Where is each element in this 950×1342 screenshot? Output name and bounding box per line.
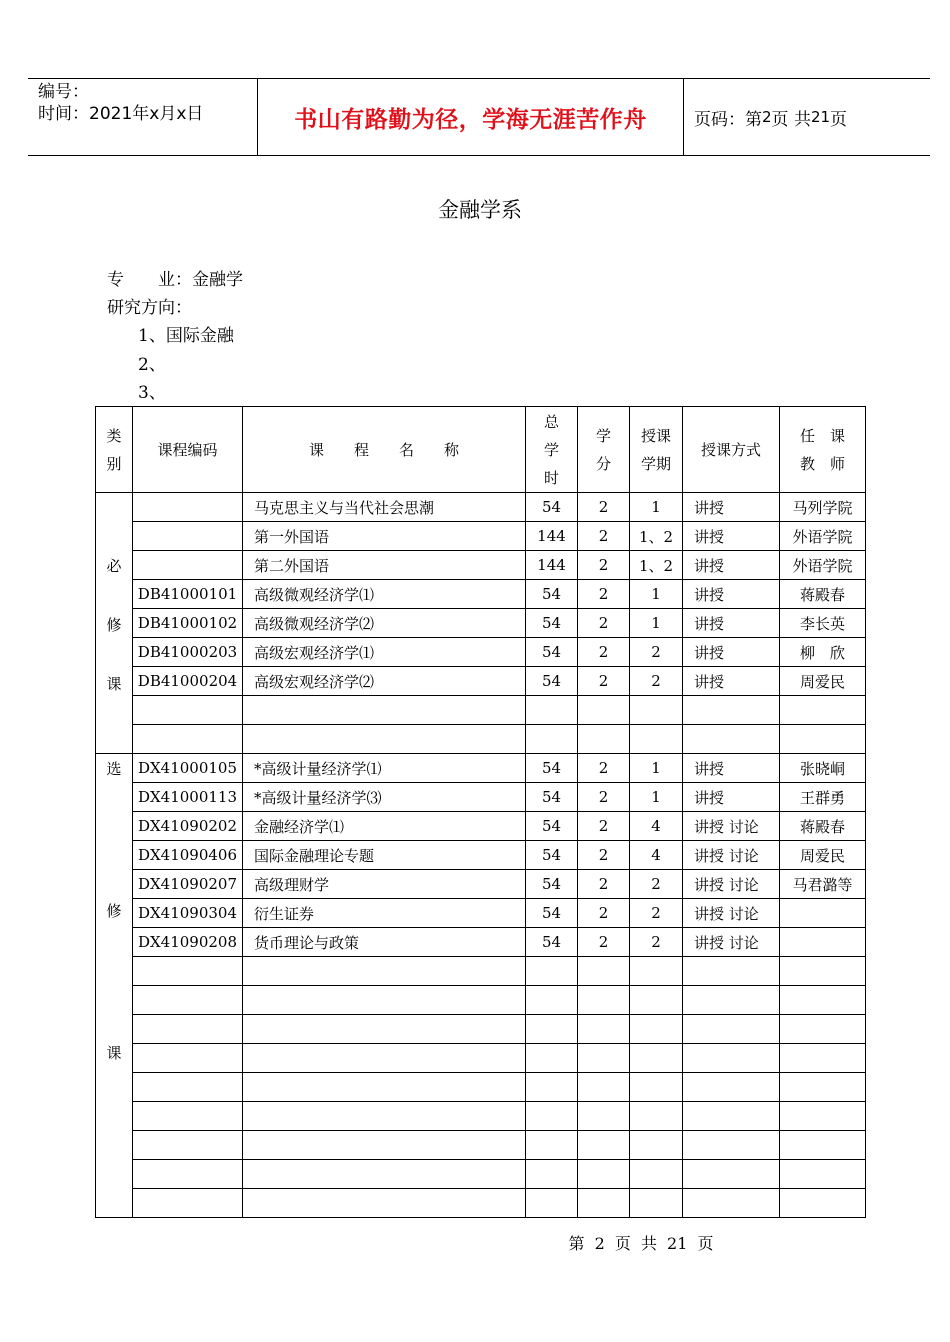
- cell-name: [243, 986, 526, 1015]
- cell-mode: [683, 1131, 780, 1160]
- cell-credits: 2: [578, 667, 630, 696]
- cell-teacher: 马君潞等: [780, 870, 866, 899]
- cell-code: [133, 522, 243, 551]
- cell-code: [133, 1131, 243, 1160]
- cell-mode: [683, 696, 780, 725]
- table-row: [96, 986, 866, 1015]
- cell-semester: 1、2: [630, 551, 683, 580]
- table-row: [96, 1015, 866, 1044]
- cell-code: [133, 1044, 243, 1073]
- cell-hours: 54: [526, 609, 578, 638]
- cell-semester: 2: [630, 899, 683, 928]
- cell-hours: [526, 1044, 578, 1073]
- cell-name: *高级计量经济学⑴: [243, 754, 526, 783]
- cell-name: [243, 1102, 526, 1131]
- direction-item: 1、国际金融: [138, 326, 234, 346]
- table-row: [96, 667, 866, 696]
- header-meta: [38, 81, 258, 125]
- cell-code: [133, 551, 243, 580]
- cell-credits: 2: [578, 493, 630, 522]
- cell-name: 高级微观经济学⑴: [243, 580, 526, 609]
- cell-mode: [683, 1102, 780, 1131]
- direction-item: 3、: [138, 383, 166, 403]
- cell-teacher: [780, 1073, 866, 1102]
- cell-teacher: 外语学院: [780, 522, 866, 551]
- cell-name: [243, 696, 526, 725]
- page-suffix: 页: [830, 109, 848, 130]
- cell-hours: 54: [526, 580, 578, 609]
- page-footer: [0, 1231, 950, 1254]
- table-row: [96, 754, 866, 783]
- time-label: 时间：2021年x月x日: [38, 104, 204, 124]
- cell-name: [243, 1131, 526, 1160]
- page-mid: 页 共: [771, 109, 811, 130]
- cell-semester: [630, 725, 683, 754]
- table-row: [96, 551, 866, 580]
- cell-hours: [526, 725, 578, 754]
- cell-teacher: 马列学院: [780, 493, 866, 522]
- cell-hours: 54: [526, 870, 578, 899]
- cell-hours: 54: [526, 899, 578, 928]
- category-char: 课: [106, 1044, 122, 1062]
- cell-mode: 讲授 讨论: [683, 841, 780, 870]
- cell-teacher: [780, 899, 866, 928]
- cell-semester: 1: [630, 754, 683, 783]
- cell-credits: [578, 986, 630, 1015]
- header-page-number: [694, 79, 847, 155]
- table-row: [96, 1160, 866, 1189]
- table-row: [96, 580, 866, 609]
- cell-name: [243, 1073, 526, 1102]
- cell-semester: [630, 986, 683, 1015]
- cell-credits: [578, 696, 630, 725]
- cell-semester: 2: [630, 667, 683, 696]
- cell-semester: [630, 1073, 683, 1102]
- cell-hours: [526, 1015, 578, 1044]
- cell-mode: [683, 1044, 780, 1073]
- cell-name: 第一外国语: [243, 522, 526, 551]
- cell-mode: 讲授: [683, 638, 780, 667]
- cell-mode: [683, 1160, 780, 1189]
- elective-category-cell: [96, 754, 133, 1218]
- table-row: [96, 1102, 866, 1131]
- cell-mode: 讲授: [683, 551, 780, 580]
- cell-name: 马克思主义与当代社会思潮: [243, 493, 526, 522]
- cell-semester: 1: [630, 783, 683, 812]
- cell-name: 第二外国语: [243, 551, 526, 580]
- cell-hours: [526, 1160, 578, 1189]
- cell-mode: [683, 1073, 780, 1102]
- header-code: 课程编码: [133, 407, 243, 493]
- cell-hours: 144: [526, 522, 578, 551]
- cell-name: 高级微观经济学⑵: [243, 609, 526, 638]
- cell-credits: 2: [578, 551, 630, 580]
- cell-mode: 讲授: [683, 493, 780, 522]
- cell-name: 高级理财学: [243, 870, 526, 899]
- cell-mode: [683, 986, 780, 1015]
- cell-name: *高级计量经济学⑶: [243, 783, 526, 812]
- cell-credits: [578, 1044, 630, 1073]
- cell-hours: [526, 1102, 578, 1131]
- cell-hours: 54: [526, 754, 578, 783]
- cell-semester: 1: [630, 609, 683, 638]
- cell-teacher: [780, 1044, 866, 1073]
- cell-hours: 54: [526, 783, 578, 812]
- cell-semester: 2: [630, 928, 683, 957]
- cell-credits: [578, 1015, 630, 1044]
- cell-code: DB41000101: [133, 580, 243, 609]
- cell-mode: 讲授: [683, 667, 780, 696]
- header-mode: 授课方式: [683, 407, 780, 493]
- cell-name: 衍生证券: [243, 899, 526, 928]
- cell-teacher: [780, 1160, 866, 1189]
- cell-code: DX41090304: [133, 899, 243, 928]
- cell-mode: 讲授: [683, 522, 780, 551]
- cell-hours: 54: [526, 493, 578, 522]
- cell-semester: 1: [630, 493, 683, 522]
- cell-credits: 2: [578, 754, 630, 783]
- cell-code: [133, 1073, 243, 1102]
- cell-name: 货币理论与政策: [243, 928, 526, 957]
- cell-teacher: 王群勇: [780, 783, 866, 812]
- cell-semester: [630, 1044, 683, 1073]
- cell-teacher: [780, 1189, 866, 1218]
- cell-mode: 讲授: [683, 783, 780, 812]
- cell-code: [133, 493, 243, 522]
- cell-semester: [630, 1102, 683, 1131]
- cell-code: DB41000203: [133, 638, 243, 667]
- cell-teacher: 张晓峒: [780, 754, 866, 783]
- footer-suffix: 页: [697, 1234, 714, 1253]
- required-category-cell: [96, 493, 133, 754]
- cell-hours: [526, 986, 578, 1015]
- header-hours: 总学时: [526, 407, 578, 493]
- header-name: 课 程 名 称: [243, 407, 526, 493]
- cell-code: [133, 1160, 243, 1189]
- page-no: 2: [762, 108, 772, 126]
- cell-credits: [578, 1160, 630, 1189]
- cell-semester: [630, 1131, 683, 1160]
- cell-teacher: 李长英: [780, 609, 866, 638]
- footer-total: 21: [667, 1234, 688, 1253]
- table-row: [96, 1131, 866, 1160]
- cell-credits: 2: [578, 841, 630, 870]
- cell-mode: [683, 1015, 780, 1044]
- table-row: [96, 841, 866, 870]
- header-divider: [683, 79, 684, 155]
- cell-credits: 2: [578, 609, 630, 638]
- cell-teacher: [780, 928, 866, 957]
- cell-teacher: [780, 1131, 866, 1160]
- cell-mode: 讲授 讨论: [683, 870, 780, 899]
- cell-name: [243, 957, 526, 986]
- cell-code: DX41000113: [133, 783, 243, 812]
- page-total: 21: [810, 108, 831, 126]
- table-row: [96, 522, 866, 551]
- header-semester: 授课学期: [630, 407, 683, 493]
- cell-hours: [526, 1189, 578, 1218]
- cell-hours: [526, 1073, 578, 1102]
- cell-name: 国际金融理论专题: [243, 841, 526, 870]
- cell-credits: 2: [578, 812, 630, 841]
- table-row: [96, 783, 866, 812]
- cell-semester: [630, 957, 683, 986]
- cell-mode: [683, 1189, 780, 1218]
- cell-semester: 1、2: [630, 522, 683, 551]
- table-row: [96, 1073, 866, 1102]
- cell-code: [133, 957, 243, 986]
- table-row: [96, 638, 866, 667]
- cell-credits: 2: [578, 638, 630, 667]
- cell-code: [133, 1015, 243, 1044]
- footer-prefix: 第: [568, 1234, 585, 1253]
- cell-name: [243, 1189, 526, 1218]
- cell-code: DB41000204: [133, 667, 243, 696]
- cell-name: [243, 1044, 526, 1073]
- table-row: [96, 928, 866, 957]
- cell-hours: 54: [526, 812, 578, 841]
- cell-semester: [630, 1015, 683, 1044]
- cell-name: [243, 1160, 526, 1189]
- table-row: [96, 493, 866, 522]
- cell-code: [133, 986, 243, 1015]
- cell-semester: 4: [630, 841, 683, 870]
- cell-credits: 2: [578, 783, 630, 812]
- cell-mode: 讲授: [683, 609, 780, 638]
- cell-code: [133, 1102, 243, 1131]
- footer-page: 2: [594, 1234, 605, 1253]
- cell-hours: [526, 696, 578, 725]
- cell-code: DX41090202: [133, 812, 243, 841]
- cell-mode: 讲授 讨论: [683, 899, 780, 928]
- cell-semester: 2: [630, 638, 683, 667]
- table-row: [96, 725, 866, 754]
- cell-code: DX41090207: [133, 870, 243, 899]
- cell-code: [133, 696, 243, 725]
- table-row: [96, 957, 866, 986]
- cell-teacher: [780, 1015, 866, 1044]
- category-char: 修: [106, 616, 122, 634]
- direction-label: 研究方向：: [107, 298, 192, 318]
- cell-name: 高级宏观经济学⑴: [243, 638, 526, 667]
- cell-mode: [683, 957, 780, 986]
- cell-teacher: [780, 957, 866, 986]
- table-row: [96, 1044, 866, 1073]
- cell-code: [133, 725, 243, 754]
- cell-mode: 讲授: [683, 754, 780, 783]
- page-prefix: 页码：第: [694, 109, 762, 130]
- direction-item: 2、: [138, 355, 166, 375]
- table-row: [96, 1189, 866, 1218]
- cell-credits: 2: [578, 580, 630, 609]
- header-credits: 学分: [578, 407, 630, 493]
- header-motto: 书山有路勤为径，学海无涯苦作舟: [294, 105, 647, 133]
- cell-teacher: [780, 725, 866, 754]
- cell-semester: [630, 1160, 683, 1189]
- cell-name: [243, 1015, 526, 1044]
- cell-name: 高级宏观经济学⑵: [243, 667, 526, 696]
- cell-credits: 2: [578, 522, 630, 551]
- category-char: 必: [106, 557, 122, 575]
- cell-credits: [578, 1131, 630, 1160]
- course-table: [95, 406, 866, 1218]
- cell-credits: 2: [578, 899, 630, 928]
- cell-hours: 54: [526, 928, 578, 957]
- cell-name: [243, 725, 526, 754]
- footer-mid: 页 共: [614, 1234, 657, 1253]
- cell-hours: 54: [526, 667, 578, 696]
- cell-semester: 2: [630, 870, 683, 899]
- cell-credits: [578, 1073, 630, 1102]
- cell-code: DX41090406: [133, 841, 243, 870]
- cell-semester: 1: [630, 580, 683, 609]
- cell-name: 金融经济学⑴: [243, 812, 526, 841]
- table-row: [96, 870, 866, 899]
- table-row: [96, 899, 866, 928]
- category-char: 课: [106, 675, 122, 693]
- cell-teacher: 周爱民: [780, 667, 866, 696]
- cell-hours: 144: [526, 551, 578, 580]
- page-title: 金融学系: [438, 198, 522, 222]
- cell-semester: [630, 696, 683, 725]
- table-row: [96, 609, 866, 638]
- cell-teacher: 柳 欣: [780, 638, 866, 667]
- major-line: 专 业：金融学: [107, 270, 243, 290]
- number-label: 编号：: [38, 82, 89, 102]
- cell-mode: 讲授 讨论: [683, 812, 780, 841]
- page-header: [28, 78, 930, 156]
- category-char: 修: [106, 902, 122, 920]
- cell-credits: [578, 725, 630, 754]
- table-header-row: [96, 407, 866, 493]
- category-char: 选: [106, 760, 122, 778]
- table-row: [96, 812, 866, 841]
- cell-credits: [578, 1102, 630, 1131]
- cell-credits: 2: [578, 928, 630, 957]
- cell-teacher: 蒋殿春: [780, 580, 866, 609]
- cell-code: [133, 1189, 243, 1218]
- cell-code: DB41000102: [133, 609, 243, 638]
- cell-teacher: 蒋殿春: [780, 812, 866, 841]
- cell-code: DX41090208: [133, 928, 243, 957]
- cell-teacher: 外语学院: [780, 551, 866, 580]
- cell-credits: [578, 957, 630, 986]
- cell-hours: 54: [526, 638, 578, 667]
- cell-mode: [683, 725, 780, 754]
- cell-teacher: [780, 1102, 866, 1131]
- cell-semester: [630, 1189, 683, 1218]
- cell-mode: 讲授: [683, 580, 780, 609]
- cell-credits: 2: [578, 870, 630, 899]
- cell-code: DX41000105: [133, 754, 243, 783]
- cell-teacher: 周爱民: [780, 841, 866, 870]
- cell-credits: [578, 1189, 630, 1218]
- cell-hours: [526, 1131, 578, 1160]
- header-category: 类别: [96, 407, 133, 493]
- cell-hours: 54: [526, 841, 578, 870]
- cell-teacher: [780, 986, 866, 1015]
- cell-mode: 讲授 讨论: [683, 928, 780, 957]
- cell-teacher: [780, 696, 866, 725]
- header-teacher: 任 课教 师: [780, 407, 866, 493]
- cell-hours: [526, 957, 578, 986]
- table-row: [96, 696, 866, 725]
- cell-semester: 4: [630, 812, 683, 841]
